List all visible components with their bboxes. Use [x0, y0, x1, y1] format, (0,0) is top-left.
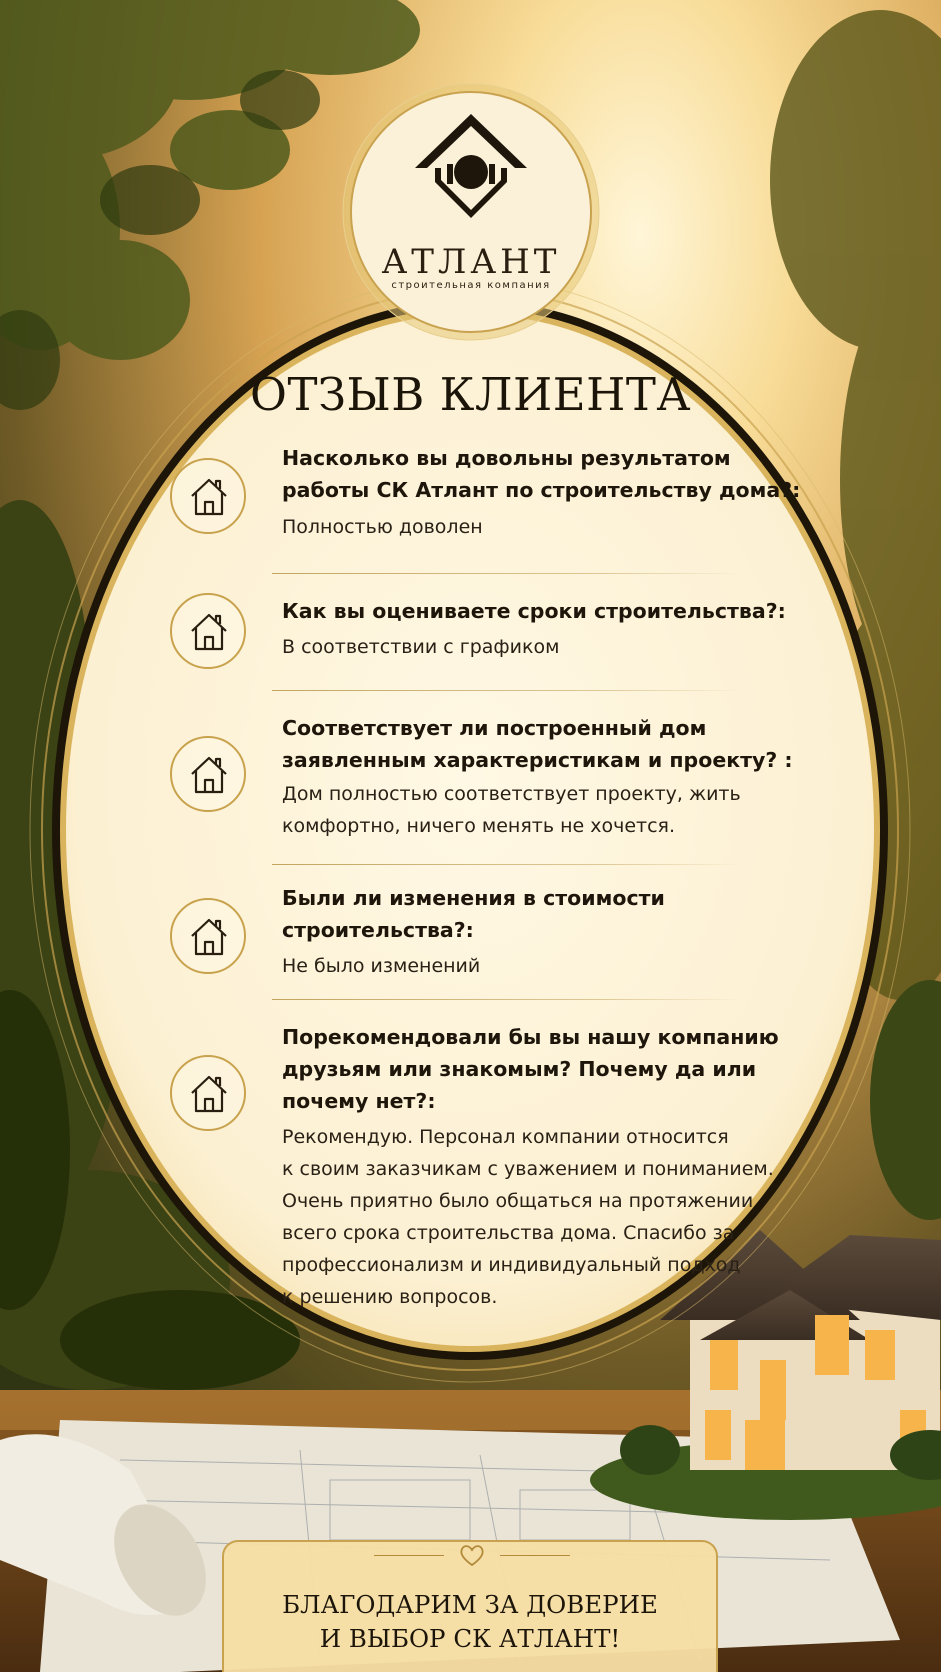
question-line: работы СК Атлант по строительству дома?: [282, 478, 801, 502]
logo-emblem-icon [341, 90, 601, 240]
house-icon [189, 611, 229, 653]
house-icon [189, 1073, 229, 1115]
house-icon-badge [170, 458, 246, 534]
question-line: Порекомендовали бы вы нашу компанию [282, 1025, 779, 1049]
answer-line: Очень приятно было общаться на протяжении [282, 1190, 754, 1212]
thank-you-banner [222, 1540, 718, 1672]
question-line: друзьям или знакомым? Почему да или [282, 1057, 757, 1081]
answer-line: Полностью доволен [282, 516, 483, 538]
company-logo [341, 90, 601, 340]
question-line: Были ли изменения в стоимости [282, 886, 665, 910]
house-icon-badge [170, 593, 246, 669]
decor-line-right [500, 1555, 570, 1556]
logo-name: АТЛАНТ [381, 242, 561, 282]
answer-line: В соответствии с графиком [282, 636, 560, 658]
question-line: Соответствует ли построенный дом [282, 716, 707, 740]
answer-line: всего срока строительства дома. Спасибо за [282, 1222, 735, 1244]
house-icon-badge [170, 736, 246, 812]
page-title: ОТЗЫВ КЛИЕНТА [250, 368, 691, 421]
thank-you-line-1: БЛАГОДАРИМ ЗА ДОВЕРИЕ [282, 1590, 658, 1619]
answer-line: к своим заказчикам с уважением и пониманием. [282, 1158, 774, 1180]
decor-line-left [374, 1555, 444, 1556]
answer-line: профессионализм и индивидуальный подход [282, 1254, 741, 1276]
question-line: Насколько вы довольны результатом [282, 446, 731, 470]
question-line: строительства?: [282, 918, 474, 942]
separator [272, 690, 742, 691]
thank-you-line-2: И ВЫБОР СК АТЛАНТ! [319, 1624, 621, 1653]
house-icon-badge [170, 898, 246, 974]
separator [272, 864, 742, 865]
separator [272, 999, 742, 1000]
house-icon-badge [170, 1055, 246, 1131]
answer-line: Дом полностью соответствует проекту, жить [282, 783, 741, 805]
house-icon [189, 476, 229, 518]
answer-line: комфортно, ничего менять не хочется. [282, 815, 675, 837]
question-line: Как вы оцениваете сроки строительства?: [282, 599, 786, 623]
house-icon [189, 916, 229, 958]
separator [272, 573, 742, 574]
answer-line: Не было изменений [282, 955, 481, 977]
answer-line: Рекомендую. Персонал компании относится [282, 1126, 729, 1148]
question-line: заявленным характеристикам и проекту? : [282, 748, 793, 772]
house-icon [189, 754, 229, 796]
logo-subtitle: строительная компания [391, 280, 551, 291]
answer-line: к решению вопросов. [282, 1286, 498, 1308]
heart-icon [458, 1544, 486, 1568]
question-line: почему нет?: [282, 1089, 436, 1113]
